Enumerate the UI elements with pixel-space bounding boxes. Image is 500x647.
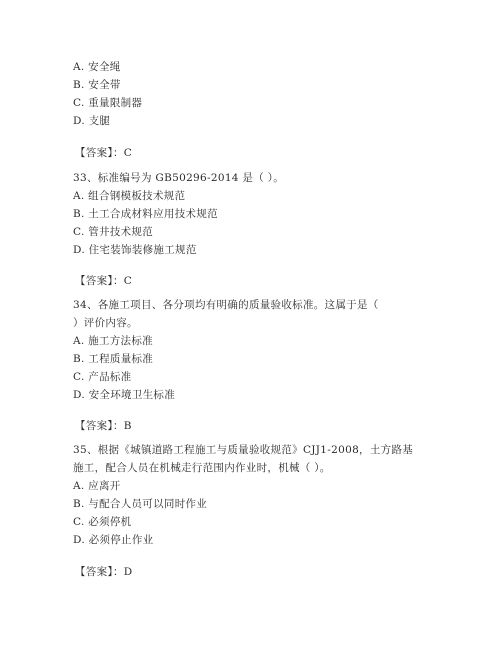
- q34-option-b: B. 工程质量标准: [73, 353, 154, 365]
- q33-option-d: D. 住宅装饰装修施工规范: [73, 244, 197, 256]
- q35-option-b: B. 与配合人员可以同时作业: [73, 498, 208, 510]
- q34-option-a: A. 施工方法标准: [73, 335, 153, 347]
- q33-option-b: B. 土工合成材料应用技术规范: [73, 208, 218, 220]
- q35-stem-line-2: 施工，配合人员在机械走行范围内作业时，机械（ ）。: [73, 462, 331, 474]
- q33-option-a: A. 组合钢模板技术规范: [73, 190, 186, 202]
- q33-answer: 【答案】：C: [75, 275, 133, 287]
- q34-option-d: D. 安全环境卫生标准: [73, 389, 176, 401]
- q35-answer: 【答案】：D: [75, 566, 133, 578]
- q34-option-c: C. 产品标准: [73, 371, 132, 383]
- q34-answer: 【答案】：B: [75, 420, 132, 432]
- q34-stem-line-2: ）评价内容。: [73, 317, 138, 329]
- q35-option-a: A. 应离开: [73, 480, 121, 492]
- q32-option-c: C. 重量限制器: [73, 97, 143, 109]
- q32-option-d: D. 支腿: [73, 115, 111, 127]
- q35-option-c: C. 必须停机: [73, 516, 132, 528]
- q35-stem-line-1: 35、根据《城镇道路工程施工与质量验收规范》CJJ1-2008，土方路基: [73, 444, 414, 456]
- q33-option-c: C. 管井技术规范: [73, 226, 154, 238]
- q32-answer: 【答案】：C: [75, 147, 133, 159]
- q33-stem: 33、标准编号为 GB50296-2014 是（ ）。: [73, 172, 284, 184]
- q34-stem-line-1: 34、各施工项目、各分项均有明确的质量验收标准。这属于是（: [73, 299, 379, 311]
- q32-option-b: B. 安全带: [73, 79, 121, 91]
- q35-option-d: D. 必须停止作业: [73, 534, 154, 546]
- q32-option-a: A. 安全绳: [73, 61, 121, 73]
